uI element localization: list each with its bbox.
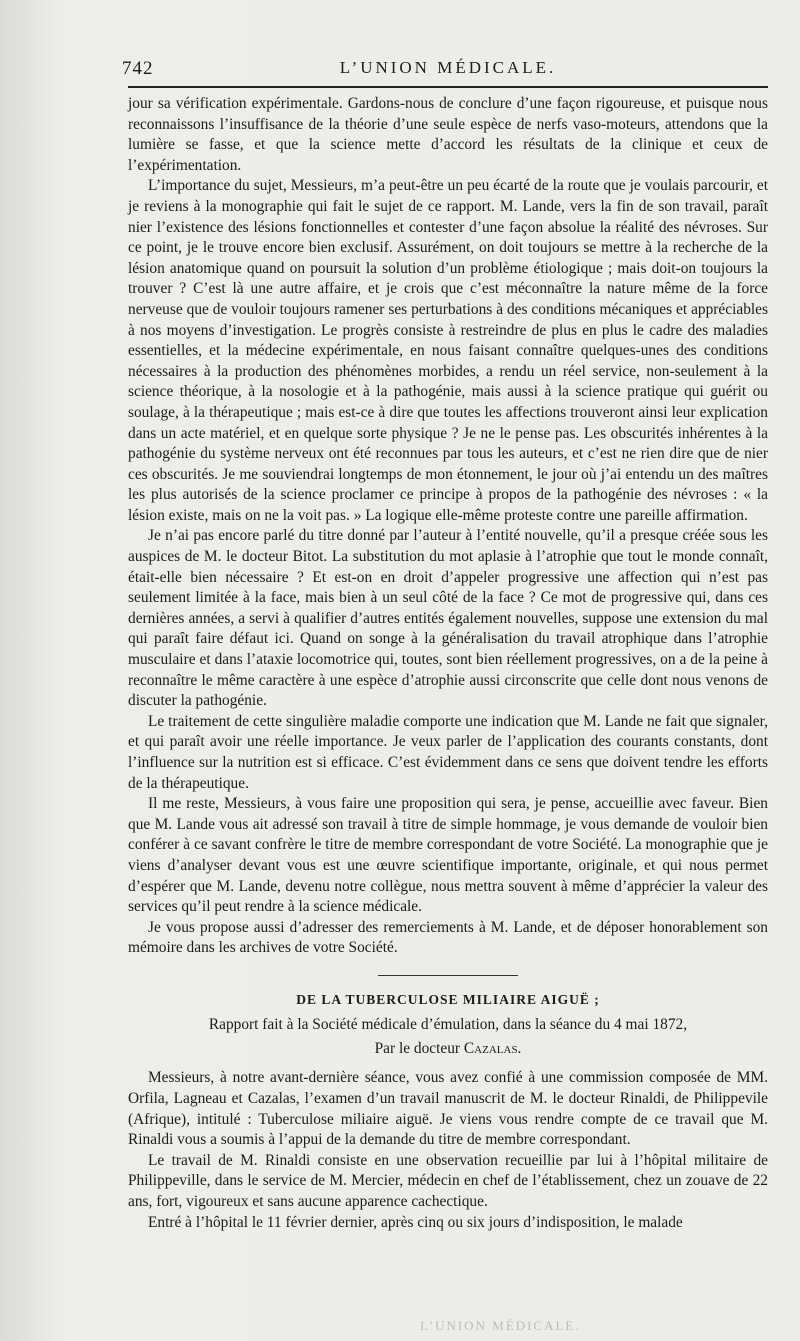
paragraph: Entré à l’hôpital le 11 février dernier, après cinq ou six jours d’indisposition, le malade bbox=[148, 1213, 683, 1231]
article-byline bbox=[128, 1040, 768, 1058]
section-separator bbox=[378, 975, 518, 977]
paragraph: Le travail de M. Rinaldi consiste en une observation recueillie par lui à l’hôpital militaire de Philippeville, dans le service de M. Mercier, médecin en chef de l’établissement, chez un zouave de 22 ans, fort, vigoureux et sans aucune apparence cachectique. bbox=[128, 1151, 768, 1210]
article-body bbox=[128, 1068, 768, 1233]
paragraph: L’importance du sujet, Messieurs, m’a peut-être un peu écarté de la route que je voulais parcourir, et je reviens à la monographie qui fait le sujet de ce rapport. M. Lande, vers la fin de son travail, paraît nier l’existence des lésions fonctionnelles et contester d’une façon absolue la réalité des névroses. Sur ce point, je le trouve encore bien exclusif. Assurément, on doit toujours se mettre à la recherche de la lésion anatomique quand on poursuit la solution d’un problème étiologique ; mais doit-on toujours la trouver ? C’est là une autre affaire, et je crois que c’est méconnaître la nature même de la force nerveuse que de vouloir toujours ramener ses perturbations à des conditions mécaniques et appréciables à nos moyens d’investigation. Le progrès consiste à restreindre de plus en plus le cadre des maladies essentielles, et la médecine expérimentale, en nous faisant connaître quelques-unes des conditions nécessaires à la production des phénomènes morbides, a rendu un réel service, non-seulement à la science théorique, à la nosologie et à la pathogénie, mais aussi à la science pratique qui guérit ou soulage, à la thérapeutique ; mais est-ce à dire que toutes les affections trouveront ainsi leur explication dans un acte matériel, et en quelque sorte physique ? Je ne le pense pas. Les obscurités inhérentes à la pathogénie du système nerveux ont été reconnues par tous les auteurs, et c’est ne rien dire que de nier ces obscurités. Je me souviendrai longtemps de mon étonnement, le jour où j’ai entendu un des maîtres les plus autorisés de la science proclamer ce principe à propos de la pathogénie des névroses : « la lésion existe, mais on ne la voit pas. » La logique elle-même proteste contre une pareille affirmation. bbox=[128, 177, 768, 524]
paragraph: Je n’ai pas encore parlé du titre donné par l’auteur à l’entité nouvelle, qu’il a presque créée sous les auspices de M. le docteur Bitot. La substitution du mot aplasie à l’atrophie que tout le monde connaît, était-elle bien nécessaire ? Et est-on en droit d’appeler progressive une affection qui n’est pas seulement limitée à la face, mais bien à un seul côté de la face ? Ce mot de progressive qui, dans ces dernières années, a servi à qualifier d’autres entités également nouvelles, suppose une extension du mal qui paraît faire défaut ici. Quand on songe à la généralisation du travail atrophique dans l’atrophie musculaire et dans l’ataxie locomotrice qui, toutes, sont bien réellement progressives, on a de la peine à reconnaître le même caractère à une espèce d’atrophie aussi circonscrite que celle dont nous venons de discuter la pathogénie. bbox=[128, 527, 768, 710]
paragraph: Messieurs, à notre avant-dernière séance, vous avez confié à une commission composée de MM. Orfila, Lagneau et Cazalas, l’examen d’un travail manuscrit de M. le docteur Rinaldi, de Philippevile (Afrique), intitulé : Tuberculose miliaire aiguë. Je viens vous rendre compte de ce travail que M. Rinaldi vous a soumis à l’appui de la demande du titre de membre correspondant. bbox=[128, 1069, 768, 1149]
paragraph: Il me reste, Messieurs, à vous faire une proposition qui sera, je pense, accueillie avec faveur. Bien que M. Lande vous ait adressé son travail à titre de simple hommage, je vous demande de vouloir bien conférer à ce savant confrère le titre de membre correspondant de votre Société. La monographie que je viens d’analyser devant vous est une œuvre scientifique importante, originale, et qui nous permet d’espérer que M. Lande, devenu notre collègue, nous mettra souvent à même d’apprécier la valeur des services qu’il peut rendre à la science médicale. bbox=[128, 795, 768, 916]
bleed-through-text: L’UNION MÉDICALE. bbox=[420, 1318, 581, 1333]
page-number: 742 bbox=[122, 58, 154, 79]
report-body bbox=[128, 94, 768, 959]
header-rule bbox=[128, 86, 768, 88]
page-header bbox=[122, 52, 768, 86]
article-subtitle: Rapport fait à la Société médicale d’émulation, dans la séance du 4 mai 1872, bbox=[208, 1016, 688, 1034]
paragraph: Le traitement de cette singulière maladie comporte une indication que M. Lande ne fait que signaler, et qui paraît avoir une réelle importance. Je veux parler de l’application des courants constants, dont l’influence sur la nutrition est si efficace. C’est évidemment dans ce sens que doivent tendre les efforts de la thérapeutique. bbox=[128, 712, 768, 792]
paragraph: Je vous propose aussi d’adresser des remerciements à M. Lande, et de déposer honorablement son mémoire dans les archives de votre Société. bbox=[128, 918, 768, 957]
article-title: DE LA TUBERCULOSE MILIAIRE AIGUË ; bbox=[296, 992, 600, 1008]
running-head: L’UNION MÉDICALE. bbox=[339, 58, 557, 77]
paragraph: jour sa vérification expérimentale. Gardons-nous de conclure d’une façon rigoureuse, et puisque nous reconnaissons l’insuffisance de la théorie d’une seule espèce de nerfs vaso-moteurs, attendons que la lumière se fasse, et que la science mette d’accord les résultats de la clinique et ceux de l’expérimentation. bbox=[128, 95, 768, 174]
author-name: Cazalas. bbox=[463, 1040, 522, 1058]
byline-prefix: Par le docteur bbox=[374, 1040, 464, 1058]
